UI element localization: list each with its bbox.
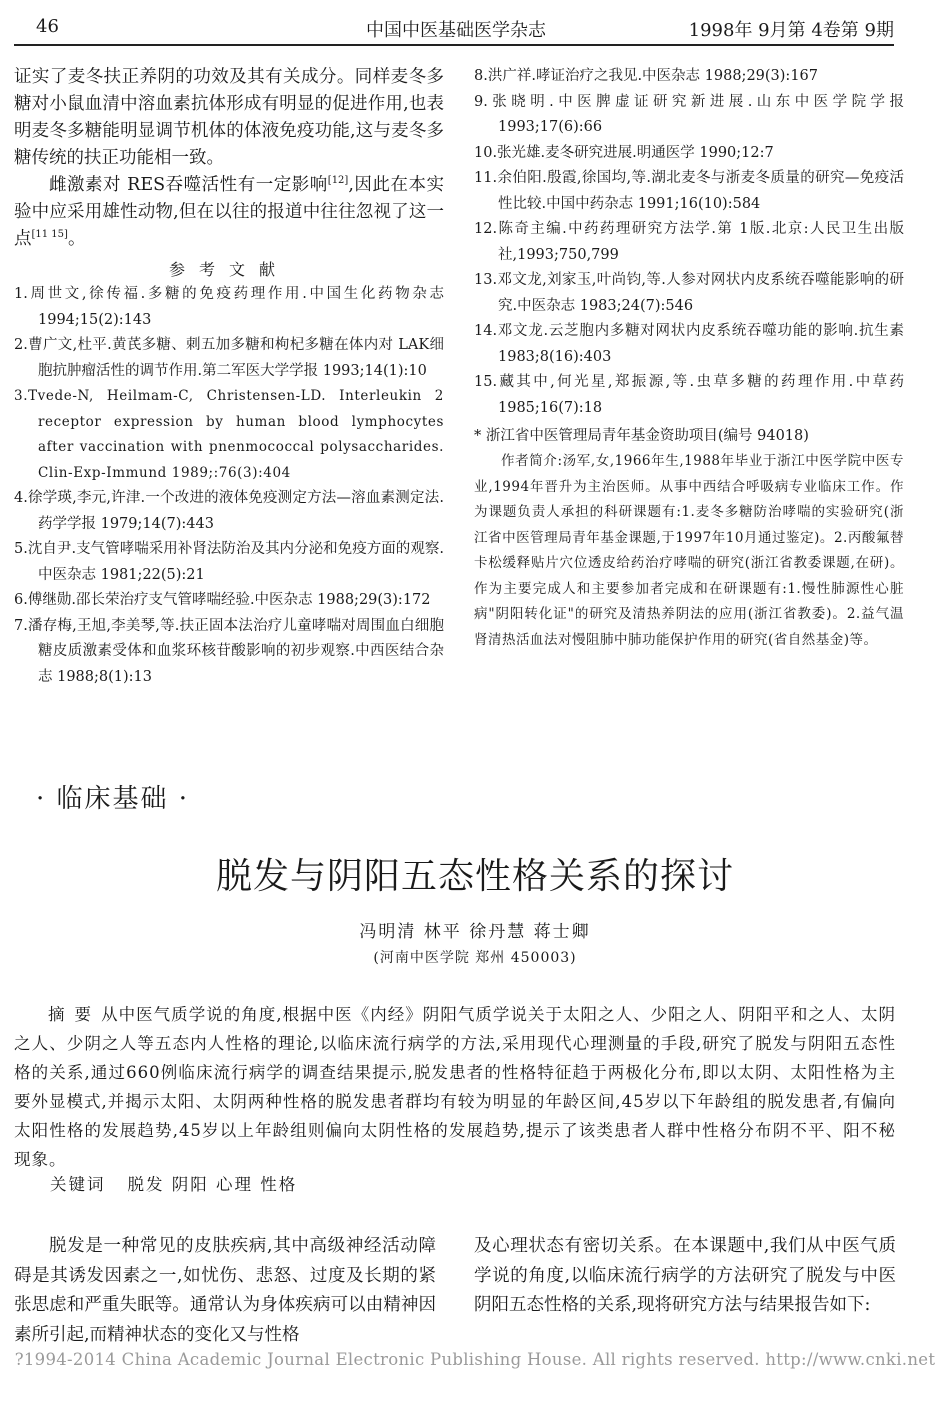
page-number: 46: [36, 16, 59, 37]
reference-item: 14.邓文龙.云芝胞内多糖对网状内皮系统吞噬功能的影响.抗生素 1983;8(16):403: [474, 323, 904, 365]
reference-item: 2.曹广文,杜平.黄芪多糖、刺五加多糖和枸杞多糖在体内对 LAK细胞抗肿瘤活性的调节作用.第二军医大学学报 1993;14(1):10: [14, 337, 444, 379]
left-column: [14, 64, 444, 690]
running-header: [14, 16, 894, 46]
citation-11-15: [11 15]: [31, 229, 68, 241]
author-bio: 作者简介:汤军,女,1966年生,1988年毕业于浙江中医学院中医专业,1994年晋升为主治医师。从事中西结合呼吸病专业临床工作。作为课题负责人承担的科研课题有:1.麦冬多糖防治哮喘的实验研究(浙江省中医管理局青年基金课题,于1997年10月通过鉴定)。2.丙酸氟替卡松缓释贴片穴位透皮给药治疗哮喘的研究(浙江省教委课题,在研)。作为主要完成人和主要参加者完成和在研课题有:1.慢性肺源性心脏病"阴阳转化证"的研究及清热养阴法的应用(浙江省教委)。2.益气温肾清热活血法对慢阻肺中肺功能保护作用的研究(省自然基金)等。: [474, 453, 904, 648]
article-affiliation: (河南中医学院 郑州 450003): [373, 950, 577, 966]
copyright-footer: ?1994-2014 China Academic Journal Electronic Publishing House. All rights reserved. http://www.cnki.net: [14, 1350, 936, 1369]
intro-paragraph-left: 脱发是一种常见的皮肤疾病,其中高级神经活动障碍是其诱发因素之一,如忧伤、悲怒、过度及长期的紧张思虑和严重失眠等。通常认为身体疾病可以由精神因素所引起,而精神状态的变化又与性格: [14, 1236, 436, 1345]
reference-item: 5.沈自尹.支气管哮喘采用补肾法防治及其内分泌和免疫方面的观察.中医杂志 1981;22(5):21: [14, 541, 444, 583]
keywords: [50, 1171, 297, 1195]
body-right-column: [474, 1232, 896, 1321]
abstract: [14, 1000, 896, 1174]
funding-note: * 浙江省中医管理局青年基金资助项目(编号 94018): [474, 428, 809, 444]
reference-item: 12.陈奇主编.中药药理研究方法学.第 1版.北京:人民卫生出版社,1993;750,799: [474, 221, 904, 263]
reference-item: 6.傅继勋.邵长荣治疗支气管哮喘经验.中医杂志 1988;29(3):172: [14, 592, 431, 608]
references-heading: 参考文献: [168, 260, 289, 279]
right-column: [474, 64, 904, 653]
reference-item: 1.周世文,徐传福.多糖的免疫药理作用.中国生化药物杂志 1994;15(2):143: [14, 286, 444, 328]
header-rule: [14, 44, 894, 46]
article-authors: 冯明清 林平 徐丹慧 蒋士卿: [359, 922, 591, 942]
reference-item: 3.Tvede-N, Heilmam-C, Christensen-LD. Interleukin 2 receptor expression by human blood lymphocytes after vaccination with pnenmococcal polysaccharides. Clin-Exp-Immund 1989;:76(3):404: [14, 388, 444, 481]
continued-paragraph: 证实了麦冬扶正养阴的功效及其有关成分。同样麦冬多糖对小鼠血清中溶血素抗体形成有明显的促进作用,也表明麦冬多糖能明显调节机体的体液免疫功能,这与麦冬多糖传统的扶正功能相一致。: [14, 67, 444, 168]
reference-item: 11.余伯阳.殷霞,徐国均,等.湖北麦冬与浙麦冬质量的研究—免疫活性比较.中国中药杂志 1991;16(10):584: [474, 170, 904, 212]
article-title: 脱发与阴阳五态性格关系的探讨: [215, 856, 734, 897]
abstract-label: 摘要: [48, 1005, 102, 1024]
reference-item: 7.潘存梅,王旭,李美琴,等.扶正固本法治疗儿童哮喘对周围血白细胞糖皮质激素受体和血浆环核苷酸影响的初步观察.中西医结合杂志 1988;8(1):13: [14, 617, 444, 685]
reference-item: 8.洪广祥.哮证治疗之我见.中医杂志 1988;29(3):167: [474, 68, 818, 84]
intro-paragraph-right: 及心理状态有密切关系。在本课题中,我们从中医气质学说的角度,以临床流行病学的方法研究了脱发与中医阴阳五态性格的关系,现将研究方法与结果报告如下:: [474, 1236, 896, 1315]
keywords-label: 关键词: [50, 1175, 106, 1194]
issue-info: 1998年 9月第 4卷第 9期: [688, 20, 894, 41]
citation-12: [12]: [327, 175, 349, 187]
reference-item: 15.藏其中,何光星,郑振源,等.虫草多糖的药理作用.中草药 1985;16(7):18: [474, 374, 904, 416]
reference-item: 9.张晓明.中医脾虚证研究新进展.山东中医学院学报 1993;17(6):66: [474, 93, 904, 135]
reference-item: 4.徐学瑛,李元,许津.一个改进的液体免疫测定方法—溶血素测定法.药学学报 1979;14(7):443: [14, 490, 444, 532]
abstract-text: 从中医气质学说的角度,根据中医《内经》阴阳气质学说关于太阳之人、少阳之人、阴阳平和之人、太阴之人、少阴之人等五态内人性格的理论,以临床流行病学的方法,采用现代心理测量的手段,研究了脱发与阴阳五态性格的关系,通过660例临床流行病学的调查结果提示,脱发患者的性格特征趋于两极化分布,即以太阴、太阳性格为主要外显模式,并揭示太阳、太阴两种性格的脱发患者群均有较为明显的年龄区间,45岁以下年龄组的脱发患者,有偏向太阳性格的发展趋势,45岁以上年龄组则偏向太阴性格的发展趋势,提示了该类患者人群中性格分布阴不平、阳不秘现象。: [14, 1005, 897, 1169]
keywords-list: 脱发 阴阳 心理 性格: [127, 1175, 298, 1194]
reference-item: 10.张光雄.麦冬研究进展.明通医学 1990;12:7: [474, 144, 774, 161]
body-left-column: [14, 1232, 436, 1350]
journal-name: 中国中医基础医学杂志: [366, 20, 546, 41]
reference-item: 13.邓文龙,刘家玉,叶尚钧,等.人参对网状内皮系统吞噬能影响的研究.中医杂志 1983;24(7):546: [474, 272, 904, 314]
estrogen-paragraph: 雌激素对 RES吞噬活性有一定影响[12],因此在本实验中应采用雄性动物,但在以往的报道中往往忽视了这一点[11 15]。: [14, 175, 444, 249]
section-label: · 临床基础 ·: [36, 784, 190, 814]
